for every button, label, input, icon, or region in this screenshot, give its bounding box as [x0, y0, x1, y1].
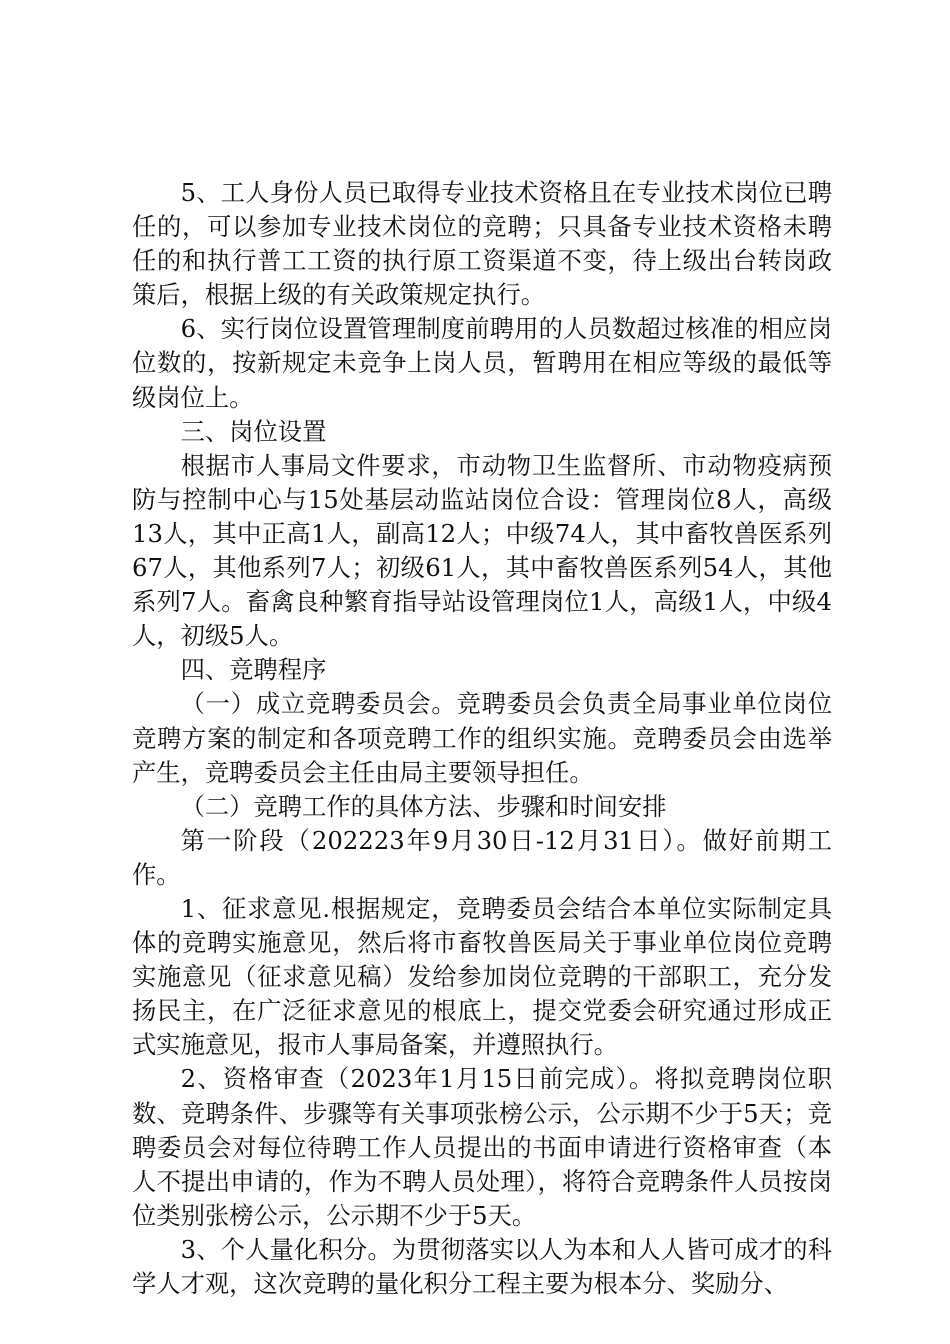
section-heading-procedure: 四、竞聘程序: [180, 655, 327, 685]
document-body: [132, 176, 832, 1301]
subheading-methods: （二）竞聘工作的具体方法、步骤和时间安排: [180, 791, 667, 821]
paragraph-stage-one: 第一阶段（202223年9月30日-12月31日）。做好前期工作。: [132, 825, 832, 889]
paragraph-committee: （一）成立竞聘委员会。竞聘委员会负责全局事业单位岗位竞聘方案的制定和各项竞聘工作的组织实施。竞聘委员会由选举产生，竞聘委员会主任由局主要领导担任。: [132, 689, 832, 787]
paragraph-qualification-review: 2、资格审查（2023年1月15日前完成）。将拟竞聘岗位职数、竞聘条件、步骤等有关事项张榜公示，公示期不少于5天；竞聘委员会对每位待聘工作人员提出的书面申请进行资格审查（本人不提出申请的，作为不聘人员处理），将符合竞聘条件人员按岗位类别张榜公示，公示期不少于5天。: [132, 1064, 832, 1230]
paragraph-item-5: 5、工人身份人员已取得专业技术资格且在专业技术岗位已聘任的，可以参加专业技术岗位的竞聘；只具备专业技术资格未聘任的和执行普工工资的执行原工资渠道不变，待上级出台转岗政策后，根据上级的有关政策规定执行。: [132, 178, 832, 310]
paragraph-solicit-opinions: 1、征求意见.根据规定，竞聘委员会结合本单位实际制定具体的竞聘实施意见，然后将市畜牧兽医局关于事业单位岗位竞聘实施意见（征求意见稿）发给参加岗位竞聘的干部职工，充分发扬民主，在广泛征求意见的根底上，提交党委会研究通过形成正式实施意见，报市人事局备案，并遵照执行。: [132, 893, 832, 1060]
paragraph-item-6: 6、实行岗位设置管理制度前聘用的人员数超过核准的相应岗位数的，按新规定未竞争上岗人员，暂聘用在相应等级的最低等级岗位上。: [132, 314, 832, 412]
paragraph-post-setup: 根据市人事局文件要求，市动物卫生监督所、市动物疫病预防与控制中心与15处基层动监站岗位合设：管理岗位8人，高级13人，其中正高1人，副高12人；中级74人，其中畜牧兽医系列67人，其他系列7人；初级61人，其中畜牧兽医系列54人，其他系列7人。畜禽良种繁育指导站设管理岗位1人，高级1人，中级4人，初级5人。: [132, 450, 832, 651]
paragraph-personal-scoring: 3、个人量化积分。为贯彻落实以人为本和人人皆可成才的科学人才观，这次竞聘的量化积分工程主要为根本分、奖励分、: [132, 1234, 832, 1298]
section-heading-post-setup: 三、岗位设置: [180, 416, 327, 446]
